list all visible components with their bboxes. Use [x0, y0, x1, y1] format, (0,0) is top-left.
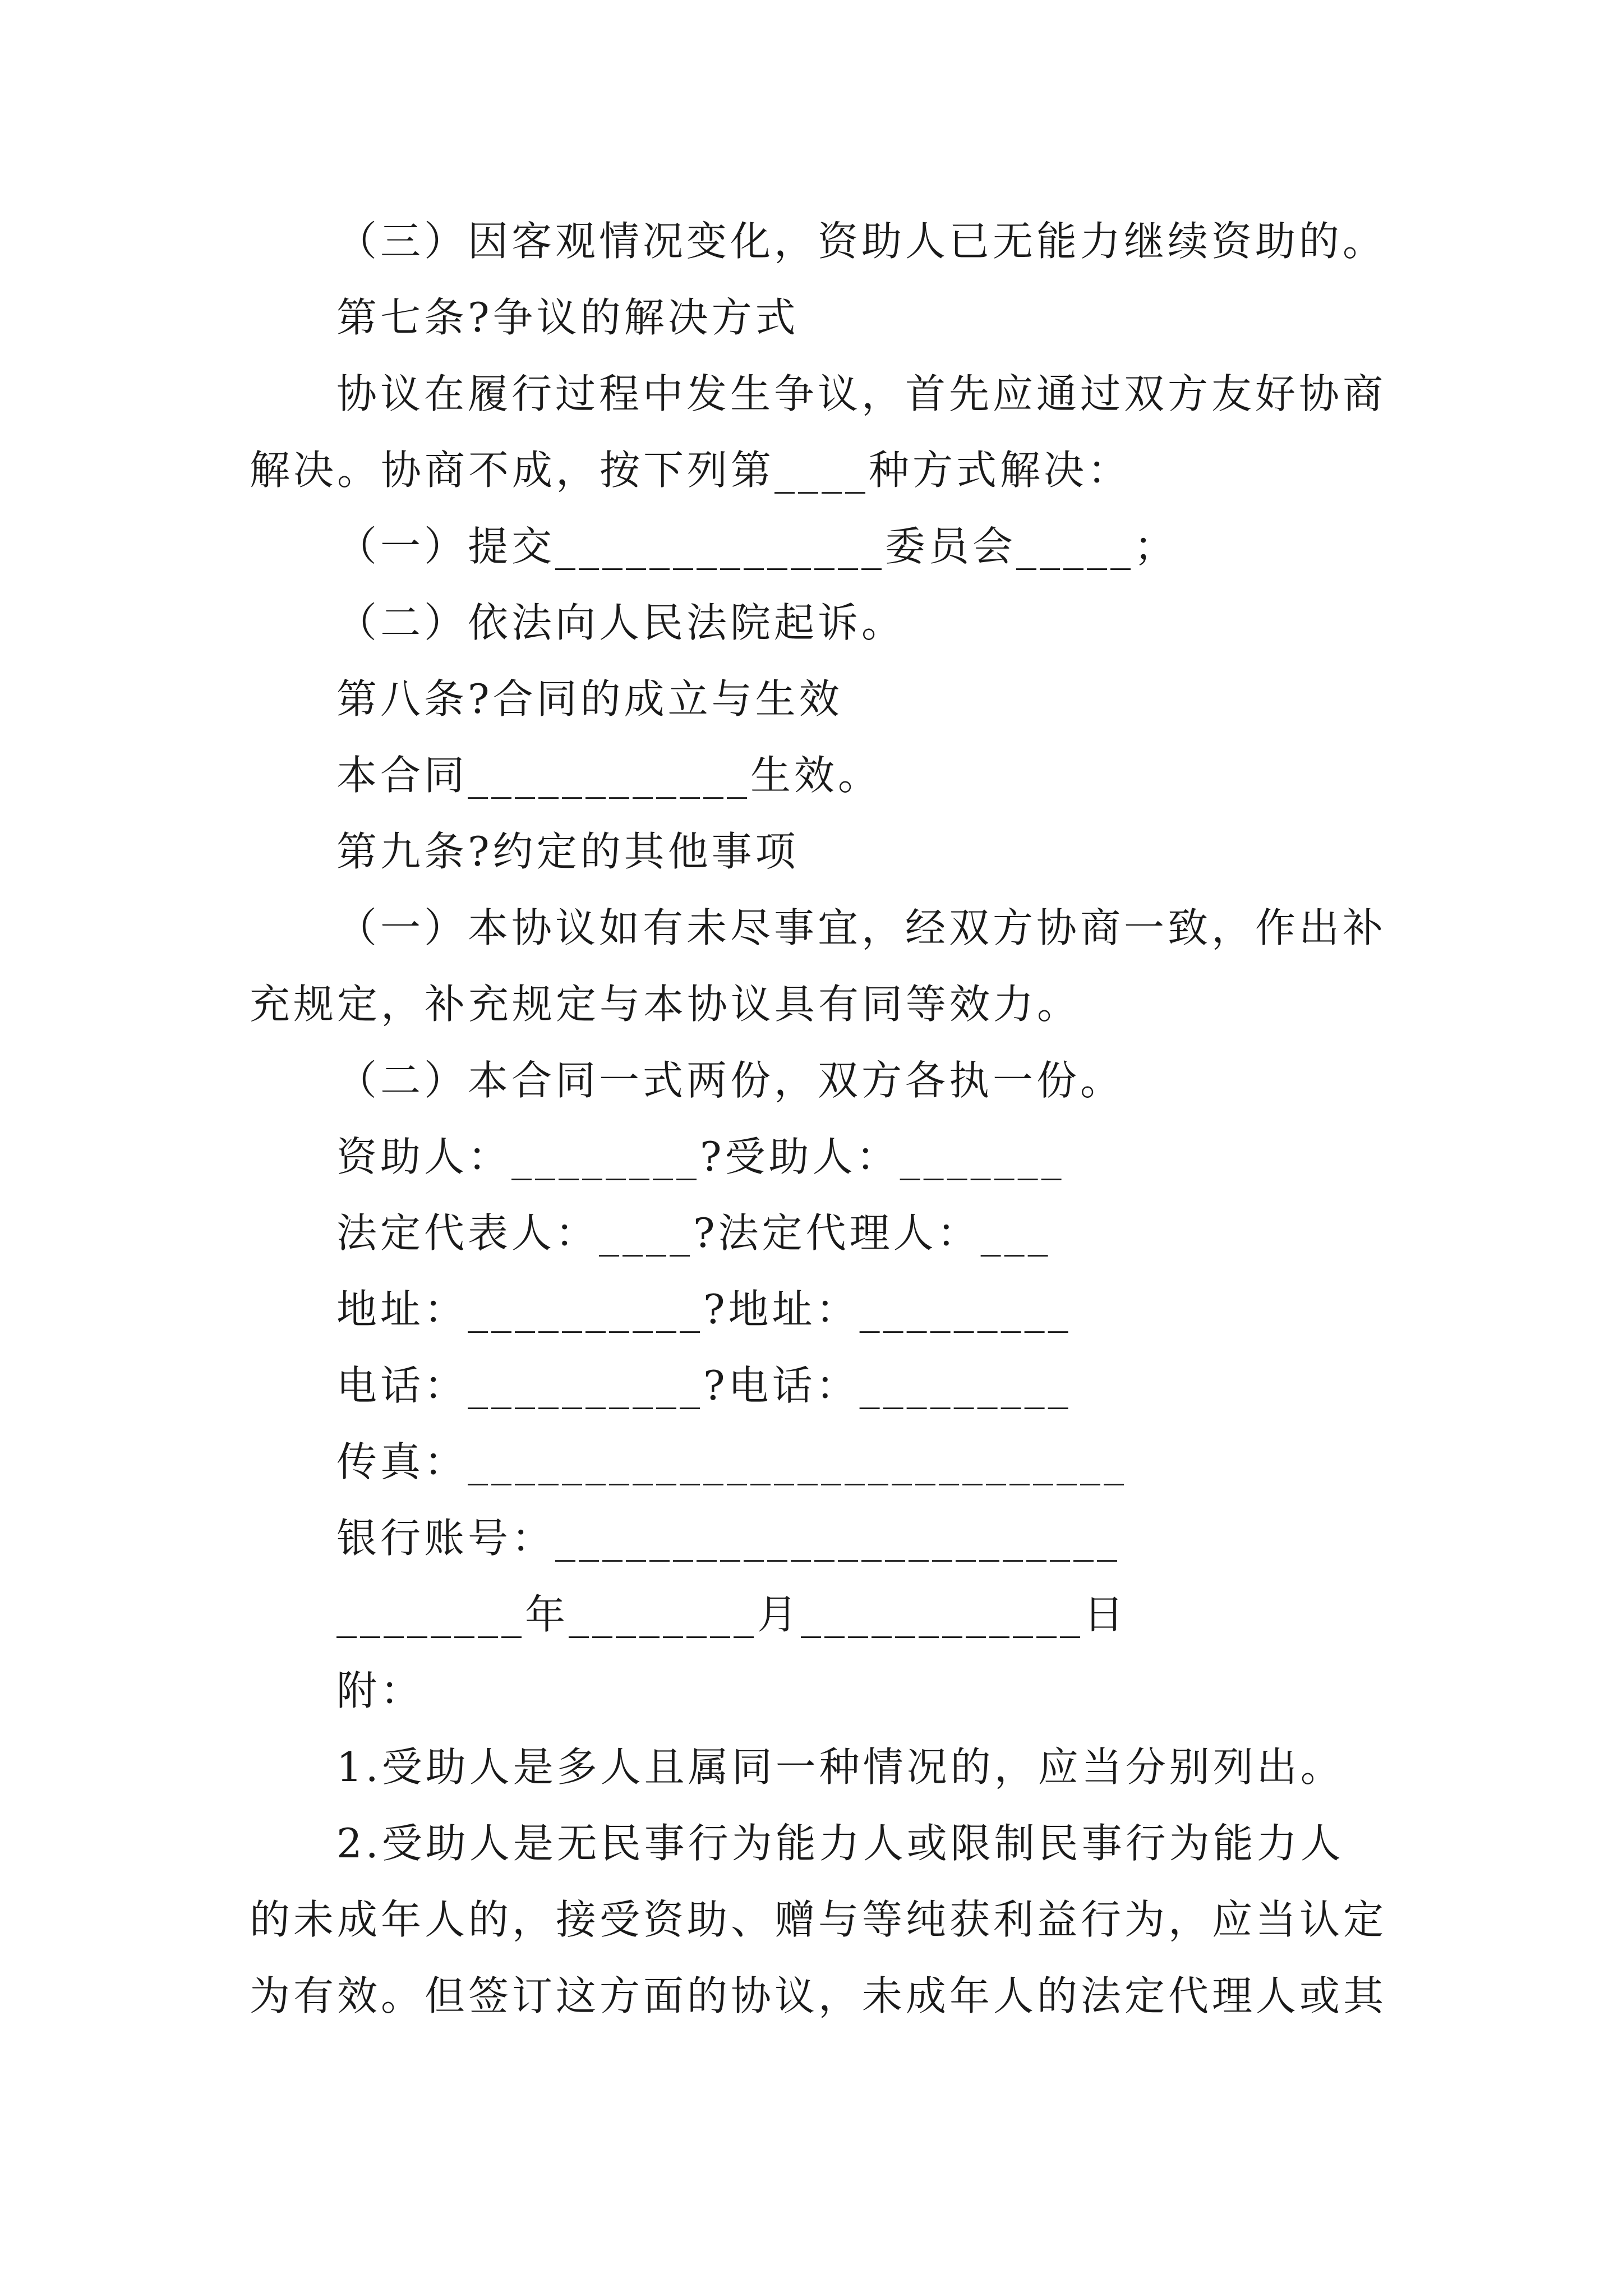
text-line-24: 为有效。但签订这方面的协议，未成年人的法定代理人或其: [250, 1972, 1387, 2019]
text-line-23: 的未成年人的，接受资助、赠与等纯获利益行为，应当认定: [250, 1896, 1387, 1943]
text-line-1: （三）因客观情况变化，资助人已无能力继续资助的。: [336, 218, 1387, 265]
signature-line-phone: 电话：__________?电话：_________: [336, 1362, 1072, 1409]
signature-line-representative: 法定代表人：____?法定代理人：___: [336, 1209, 1052, 1257]
text-line-12: （二）本合同一式两份，双方各执一份。: [336, 1057, 1124, 1104]
text-line-6: （二）依法向人民法院起诉。: [336, 599, 906, 646]
signature-line-fax: 传真：____________________________: [336, 1438, 1128, 1485]
text-line-4: 解决。协商不成，按下列第____种方式解决：: [250, 447, 1132, 494]
text-line-8: 本合同____________生效。: [336, 752, 882, 799]
article-8-heading: 第八条?合同的成立与生效: [336, 675, 843, 723]
signature-line-bank-account: 银行账号：________________________: [336, 1515, 1121, 1562]
signature-line-sponsor: 资助人：________?受助人：_______: [336, 1133, 1065, 1180]
text-line-3: 协议在履行过程中发生争议，首先应通过双方友好协商: [336, 370, 1387, 417]
text-line-10: （一）本协议如有未尽事宜，经双方协商一致，作出补: [336, 904, 1387, 951]
date-line: ________年________月____________日: [336, 1591, 1127, 1638]
appendix-note-2: 2.受助人是无民事行为能力人或限制民事行为能力人: [336, 1820, 1344, 1867]
appendix-heading: 附：: [336, 1667, 425, 1714]
signature-line-address: 地址：__________?地址：_________: [336, 1286, 1072, 1333]
text-line-5: （一）提交______________委员会_____；: [336, 523, 1178, 570]
text-line-11: 充规定，补充规定与本协议具有同等效力。: [250, 981, 1081, 1028]
article-9-heading: 第九条?约定的其他事项: [336, 828, 799, 875]
article-7-heading: 第七条?争议的解决方式: [336, 294, 799, 341]
appendix-note-1: 1.受助人是多人且属同一种情况的，应当分别列出。: [336, 1743, 1344, 1791]
